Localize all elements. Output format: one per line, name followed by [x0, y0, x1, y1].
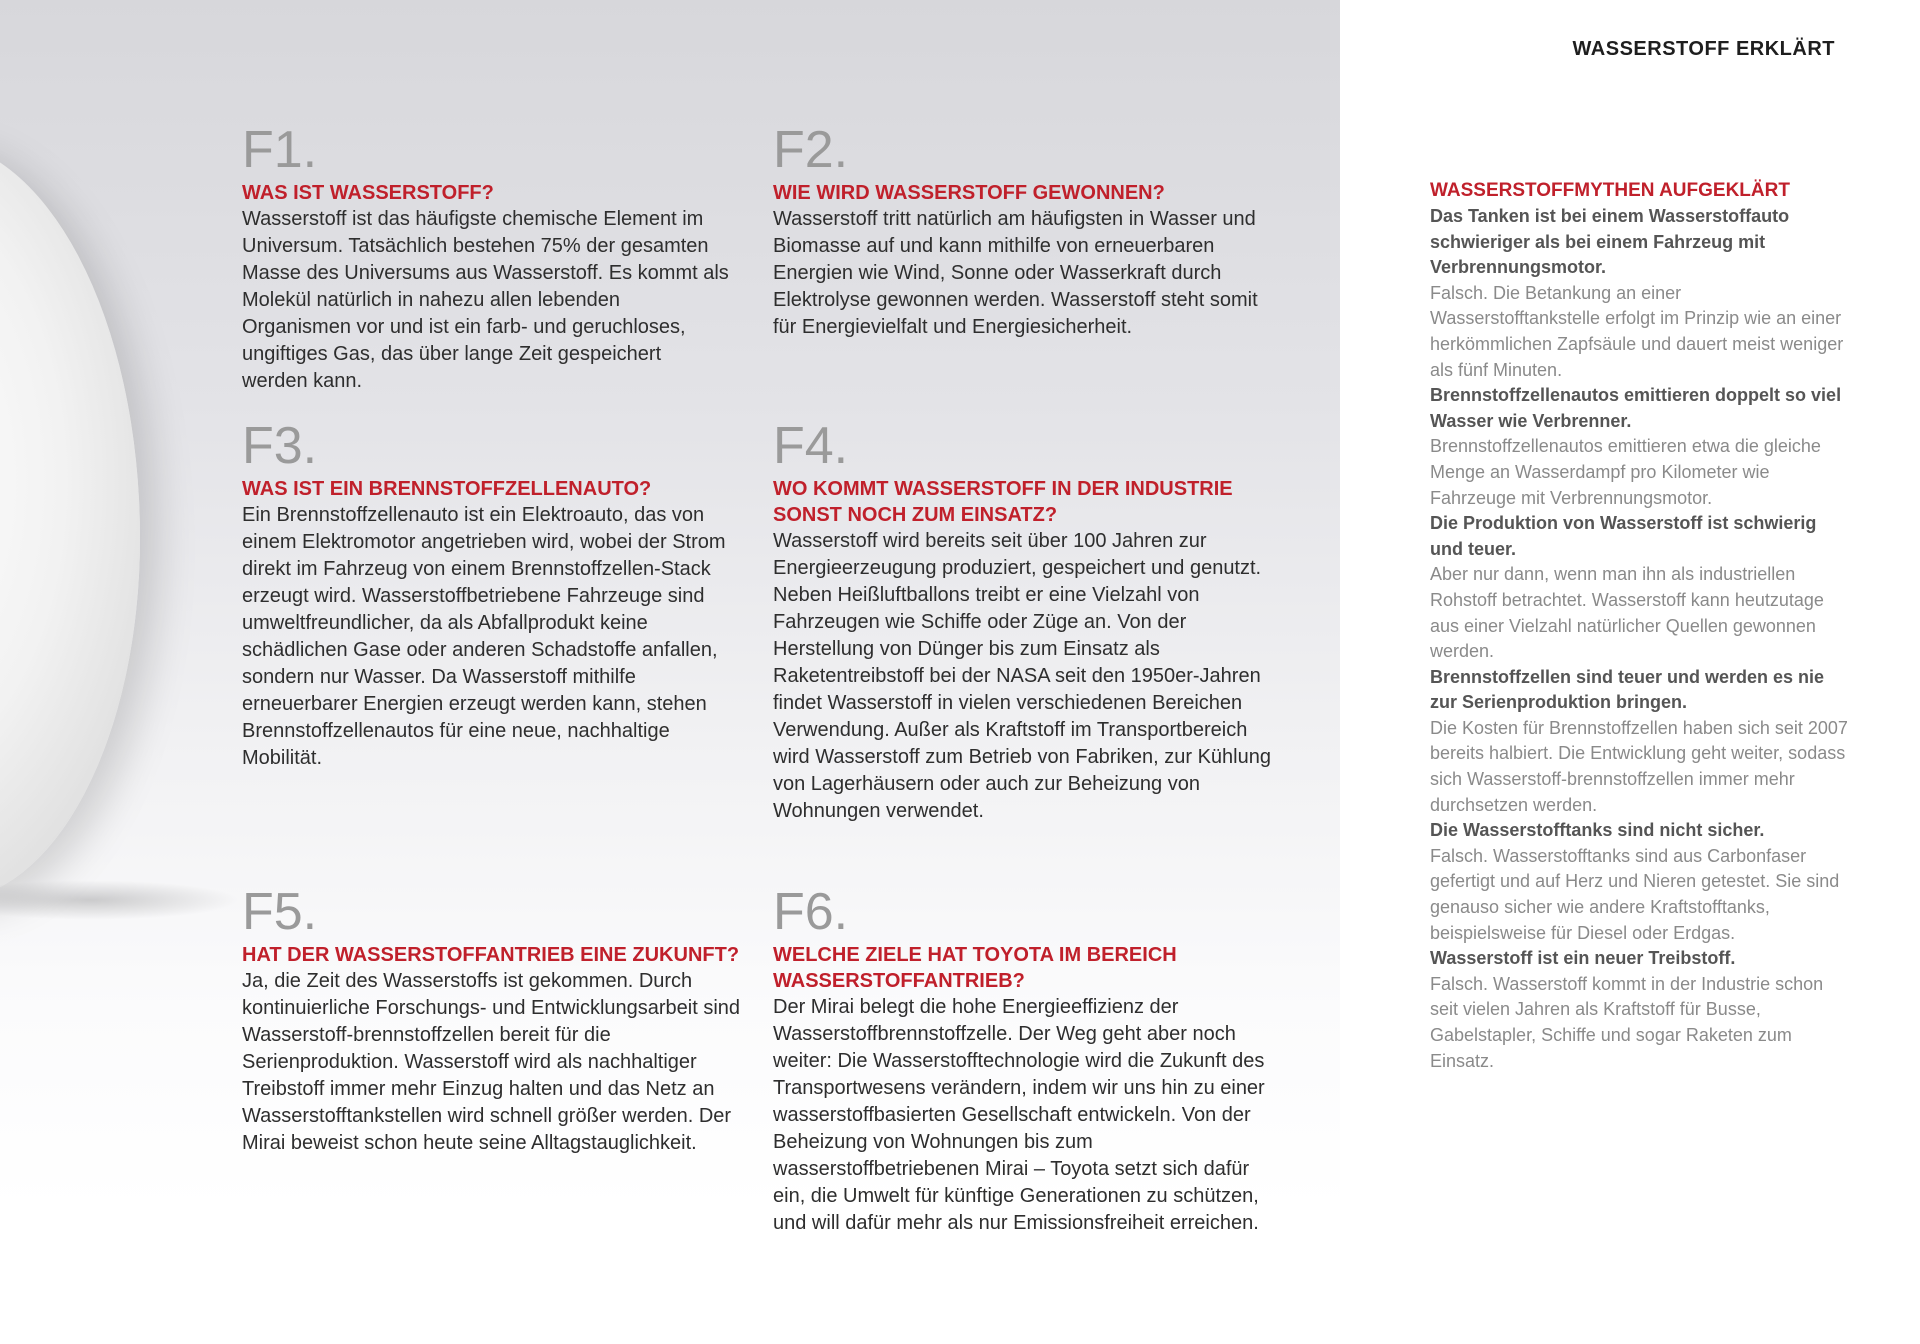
faq-item-1 — [242, 122, 732, 395]
myth-claim: Brennstoffzellen sind teuer und werden es nie zur Serienproduktion bringen. — [1430, 666, 1825, 713]
myth-claim: Brennstoffzellenautos emittieren doppelt so viel Wasser wie Verbrenner. — [1430, 385, 1842, 431]
myth-answer: Brennstoffzellenautos emittieren etwa die gleiche Menge an Wasserdampf pro Kilometer wie Fahrzeuge mit Verbrennungsmotor. — [1430, 436, 1821, 508]
faq-item-4 — [773, 418, 1278, 825]
faq-question: WAS IST WASSERSTOFF? — [242, 182, 494, 204]
myth-answer: Aber nur dann, wenn man ihn als industriellen Rohstoff betrachtet. Wasserstoff kann heutzutage aus einer Vielzahl natürlicher Quellen gewonnen werden. — [1430, 564, 1824, 662]
myth-answer: Falsch. Wasserstoff kommt in der Industrie schon seit vielen Jahren als Kraftstoff für Busse, Gabelstapler, Schiffe und sogar Raketen zum Einsatz. — [1430, 973, 1824, 1071]
faq-item-3 — [242, 418, 732, 772]
myths-title: WASSERSTOFFMYTHEN AUFGEKLÄRT — [1430, 180, 1790, 201]
faq-number: F4. — [773, 417, 849, 475]
myth-claim: Die Produktion von Wasserstoff ist schwierig und teuer. — [1430, 513, 1817, 559]
faq-question: HAT DER WASSERSTOFFANTRIEB EINE ZUKUNFT? — [242, 944, 740, 966]
faq-answer: Wasserstoff wird bereits seit über 100 Jahren zur Energieerzeugung produziert, gespeichert und genutzt. Neben Heißluftballons treibt er eine Vielzahl von Fahrzeugen wie Schiffe oder Züge an. Von der Herstellung von Dünger bis zum Einsatz als Raketentreibstoff bei der NASA seit den 1950er-Jahren findet Wasserstoff in vielen verschiedenen Bereichen Verwendung. Außer als Kraftstoff im Transportbereich wird Wasserstoff zum Betrieb von Fabriken, zur Kühlung von Lagerhäusern oder auch zur Beheizung von Wohnungen verwendet. — [773, 530, 1271, 822]
faq-number: F6. — [773, 883, 849, 941]
faq-number: F2. — [773, 121, 849, 179]
faq-question: WAS IST EIN BRENNSTOFFZELLENAUTO? — [242, 478, 652, 500]
faq-answer: Ja, die Zeit des Wasserstoffs ist gekommen. Durch kontinuierliche Forschungs- und Entwicklungsarbeit sind Wasserstoff-brennstoffzellen bereit für die Serienproduktion. Wasserstoff wird als nachhaltiger Treibstoff immer mehr Einzug halten und das Netz an Wasserstofftankstellen wird schnell größer werden. Der Mirai beweist schon heute seine Alltagstauglichkeit. — [242, 970, 741, 1154]
myth-claim: Wasserstoff ist ein neuer Treibstoff. — [1430, 948, 1736, 969]
myths-section — [1430, 178, 1850, 1074]
faq-answer: Wasserstoff ist das häufigste chemische Element im Universum. Tatsächlich bestehen 75% der gesamten Masse des Universums aus Wasserstoff. Es kommt als Molekül natürlich in nahezu allen lebenden Organismen vor und ist ein farb- und geruchloses, ungiftiges Gas, das über lange Zeit gespeichert werden kann. — [242, 208, 729, 392]
faq-question: WIE WIRD WASSERSTOFF GEWONNEN? — [773, 182, 1165, 204]
faq-item-5 — [242, 884, 752, 1157]
faq-item-6 — [773, 884, 1278, 1237]
myth-claim: Das Tanken ist bei einem Wasserstoffauto schwieriger als bei einem Fahrzeug mit Verbrennungsmotor. — [1430, 206, 1790, 278]
faq-number: F5. — [242, 883, 318, 941]
car-shadow — [0, 880, 240, 920]
faq-question: WELCHE ZIELE HAT TOYOTA IM BEREICH WASSERSTOFFANTRIEB? — [773, 944, 1177, 992]
page-header-title: WASSERSTOFF ERKLÄRT — [1572, 38, 1835, 60]
faq-item-2 — [773, 122, 1278, 341]
faq-answer: Ein Brennstoffzellenauto ist ein Elektroauto, das von einem Elektromotor angetrieben wird, wobei der Strom direkt im Fahrzeug von einem Brennstoffzellen-Stack erzeugt wird. Wasserstoffbetriebene Fahrzeuge sind umweltfreundlicher, da als Abfallprodukt keine schädlichen Gase oder anderen Schadstoffe anfallen, sondern nur Wasser. Da Wasserstoff mithilfe erneuerbarer Energien erzeugt werden kann, stehen Brennstoffzellenautos für eine neue, nachhaltige Mobilität. — [242, 504, 726, 769]
faq-number: F3. — [242, 417, 318, 475]
faq-answer: Der Mirai belegt die hohe Energieeffizienz der Wasserstoffbrennstoffzelle. Der Weg geht aber noch weiter: Die Wasserstofftechnologie wird die Zukunft des Transportwesens verändern, indem wir uns hin zu einer wasserstoffbasierten Gesellschaft entwickeln. Von der Beheizung von Wohnungen bis zum wasserstoffbetriebenen Mirai – Toyota setzt sich dafür ein, die Umwelt für künftige Generationen zu schützen, und will dafür mehr als nur Emissionsfreiheit erreichen. — [773, 996, 1265, 1234]
myth-claim: Die Wasserstofftanks sind nicht sicher. — [1430, 820, 1765, 841]
myth-answer: Die Kosten für Brennstoffzellen haben sich seit 2007 bereits halbiert. Die Entwicklung geht weiter, sodass sich Wasserstoff-brennstoffzellen immer mehr durchsetzen werden. — [1430, 717, 1848, 815]
myth-answer: Falsch. Die Betankung an einer Wasserstofftankstelle erfolgt im Prinzip wie an einer herkömmlichen Zapfsäule und dauert meist weniger als fünf Minuten. — [1430, 282, 1844, 380]
faq-answer: Wasserstoff tritt natürlich am häufigsten in Wasser und Biomasse auf und kann mithilfe von erneuerbaren Energien wie Wind, Sonne oder Wasserkraft durch Elektrolyse gewonnen werden. Wasserstoff steht somit für Energievielfalt und Energiesicherheit. — [773, 208, 1258, 338]
myth-answer: Falsch. Wasserstofftanks sind aus Carbonfaser gefertigt und auf Herz und Nieren getestet. Sie sind genauso sicher wie andere Kraftstofftanks, beispielsweise für Diesel oder Erdgas. — [1430, 845, 1840, 943]
faq-number: F1. — [242, 121, 318, 179]
car-image — [0, 140, 140, 900]
faq-question: WO KOMMT WASSERSTOFF IN DER INDUSTRIE SONST NOCH ZUM EINSATZ? — [773, 478, 1233, 526]
